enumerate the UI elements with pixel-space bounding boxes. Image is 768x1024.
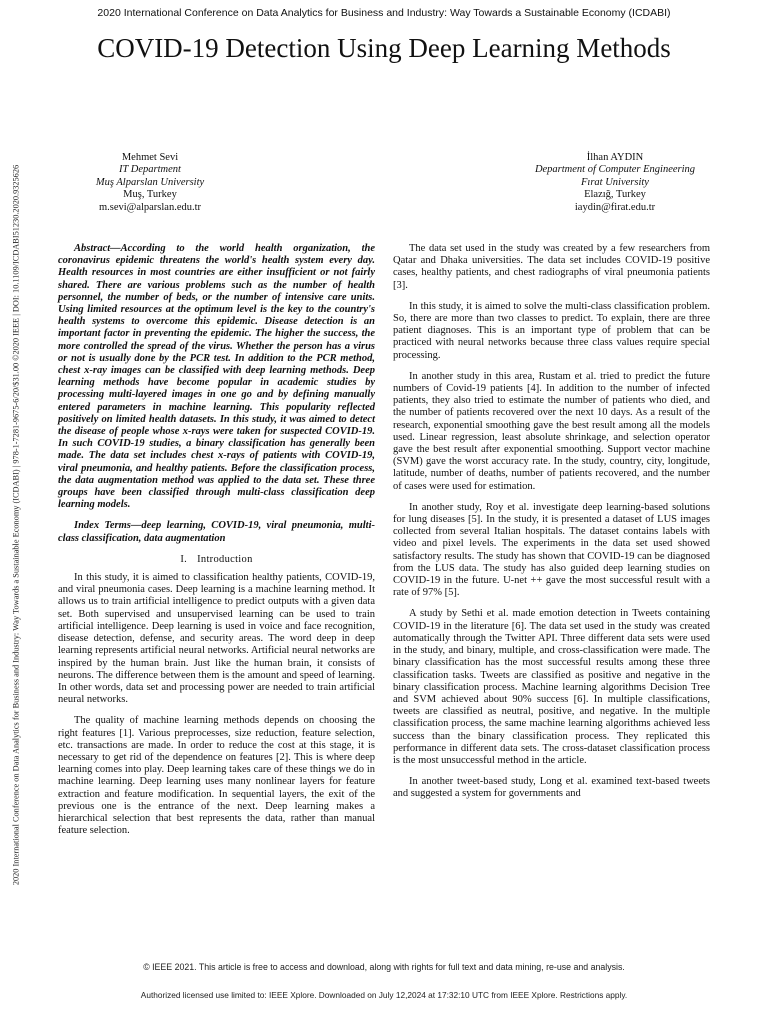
body-paragraph: The data set used in the study was created by a few researchers from Qatar and Dhaka universities. The data set includes COVID-19 positive cases, healthy patients, and chest radiographs of viral pneumonia patients [3]. bbox=[393, 243, 710, 291]
copyright-notice: © IEEE 2021. This article is free to access and download, along with rights for full text and data mining, re-use and analysis. bbox=[143, 962, 625, 972]
author-email: iaydin@firat.edu.tr bbox=[574, 201, 656, 213]
side-metadata-strip bbox=[10, 85, 22, 965]
author-location: Muş, Turkey bbox=[123, 189, 177, 201]
body-paragraph: In another study, Roy et al. investigate deep learning-based solutions for lung diseases [5]. In the study, it is presented a dataset of LUS images collected from several Italian hospitals. The dataset contains labels with video and pixel levels. The experiments in the data set used showed satisfactory results. The study has shown that COVID-19 can be diagnosed from the LUS data. The study has also guided deep learning studies on COVID-19 in the future. U-net ++ gave the most successful result with a rate of 97% [5]. bbox=[393, 501, 710, 599]
author-name: Mehmet Sevi bbox=[121, 152, 179, 163]
body-paragraph: In another tweet-based study, Long et al. examined text-based tweets and suggested a system for governments and bbox=[393, 776, 710, 800]
author-institution: Fırat University bbox=[581, 176, 649, 188]
author-department: Department of Computer Engineering bbox=[534, 164, 696, 176]
paper-title: COVID-19 Detection Using Deep Learning Methods bbox=[97, 33, 671, 63]
author-block-2 bbox=[520, 152, 710, 214]
author-name: İlhan AYDIN bbox=[586, 152, 644, 163]
body-paragraph: A study by Sethi et al. made emotion detection in Tweets containing COVID-19 in the literature [6]. The data set used in the study was created automatically through the Twitter API. Three different data sets were used in the study, and binary, multiple, and cross-classification were made. The binary classification has the most successful results among these three classification tasks. Tweets are classified as positive and negative in the binary classification process. Machine learning algorithms Decision Tree and SVM achieved about 90% success [6]. In multiple classifications, tweets are classified as neutral, positive, and negative. In the multiple classification process, the same machine learning algorithms achieved less success than the binary classification process. They replicated this performance in different data sets. The cross-dataset classification process is the most unsuccessful method in the article. bbox=[393, 608, 710, 766]
index-terms: Index Terms—deep learning, COVID-19, viral pneumonia, multi-class classification, data augmentation bbox=[58, 520, 375, 544]
author-institution: Muş Alparslan University bbox=[95, 176, 205, 188]
left-column bbox=[58, 243, 375, 846]
abstract: Abstract—According to the world health organization, the coronavirus epidemic threatens the world's health system every day. Health resources in most countries are either insufficient or not fairly shared. There are various problems such as the number of health personnel, the number of beds, or the number of intensive care units. Using limited resources at the optimum level is the key to the country's health systems to overcome this epidemic. Disease detection is an important factor in preventing the epidemic. The higher the success, the more controlled the spread of the virus. Whether the person has a virus or not is usually done by the PCR test. In addition to the PCR method, chest x-ray images can be classified with deep learning methods. Deep learning methods have become popular in academic studies by processing multi-layered images in one go and by defining manually entered parameters in machine learning. This popularity reflected positively on limited health datasets. In this study, it was aimed to detect the disease of people whose x-rays were taken for suspected COVID-19. In such COVID-19 studies, a binary classification has generally been made. The data set includes chest x-rays of patients with COVID-19, viral pneumonia, and healthy patients. Before the classification process, the data augmentation method was applied to the data set. These three groups have been classified through multi-class classification deep learning models. bbox=[58, 243, 375, 511]
author-department: IT Department bbox=[119, 164, 181, 176]
author-block-1 bbox=[60, 152, 240, 214]
body-paragraph: In this study, it is aimed to classification healthy patients, COVID-19, and viral pneumonia cases. Deep learning is a machine learning method. It allows us to train artificial intelligence to predict outputs with a given data set. Both supervised and unsupervised learning can be used to train artificial intelligence. Deep learning is used in voice and face recognition, disease detection, defense, and security areas. The word deep in deep learning represents artificial neural networks. Artificial neural networks are inspired by the human brain. Just like the human brain, it consists of neurons. The difference between them is the amount and speed of learning. In other words, data set and processing power are needed to train artificial neural networks. bbox=[58, 572, 375, 706]
author-location: Elazığ, Turkey bbox=[584, 189, 646, 201]
body-paragraph: In this study, it is aimed to solve the multi-class classification problem. So, there are more than two classes to predict. To explain, there are three patient diagnoses. This is an important type of problem that can be practiced with neural networks because three class values require special processing. bbox=[393, 300, 710, 361]
conference-header: 2020 International Conference on Data Analytics for Business and Industry: Way Towards a Sustainable Economy (ICDABI) bbox=[97, 7, 671, 19]
section-number: I. bbox=[180, 553, 188, 565]
side-metadata-text: 2020 International Conference on Data Analytics for Business and Industry: Way Towards a Sustainable Economy (ICDABI) | 978-1-7281-9675-6/20/$31.00 ©2020 IEEE | DOI: 10.1109/ICDABI51230.2020.9325626 bbox=[11, 164, 21, 886]
body-paragraph: The quality of machine learning methods depends on choosing the right features [1]. Various preprocesses, size reduction, feature selection, etc. transactions are made. In order to reduce the cost at this stage, it is necessary to get rid of the dependence on features [2]. This is where deep learning comes into play. Deep learning takes care of these things we do in machine learning. Deep learning uses many nonlinear layers for feature extraction and feature modification. In sequential layers, the exit of the previous one is the entrance of the next. Deep learning makes a hierarchical selection that best represents the data, rather than manual feature selection. bbox=[58, 715, 375, 837]
section-title: Introduction bbox=[197, 553, 253, 565]
body-paragraph: In another study in this area, Rustam et al. tried to predict the future numbers of Covid-19 patients [4]. In addition to the number of infected patients, they also tried to estimate the number of patients who died, and the number of patients recovered over the next 10 days. As a result of the research, exponential smoothing gave the best result among all the models used. Linear regression, least absolute shrinkage, and selection operator gave the best result after exponential smoothing. Support vector machine (SVM) gave the worst accuracy rate. In the study, country, city, longitude, latitude, number of deaths, number of patients recovered, and the number of cases were used for estimation. bbox=[393, 370, 710, 492]
right-column bbox=[393, 243, 710, 810]
authorized-use-notice: Authorized licensed use limited to: IEEE Xplore. Downloaded on July 12,2024 at 17:32:10 UTC from IEEE Xplore. Restrictions apply. bbox=[140, 990, 628, 1000]
author-email: m.sevi@alparslan.edu.tr bbox=[98, 201, 202, 213]
section-heading-introduction bbox=[58, 554, 375, 566]
